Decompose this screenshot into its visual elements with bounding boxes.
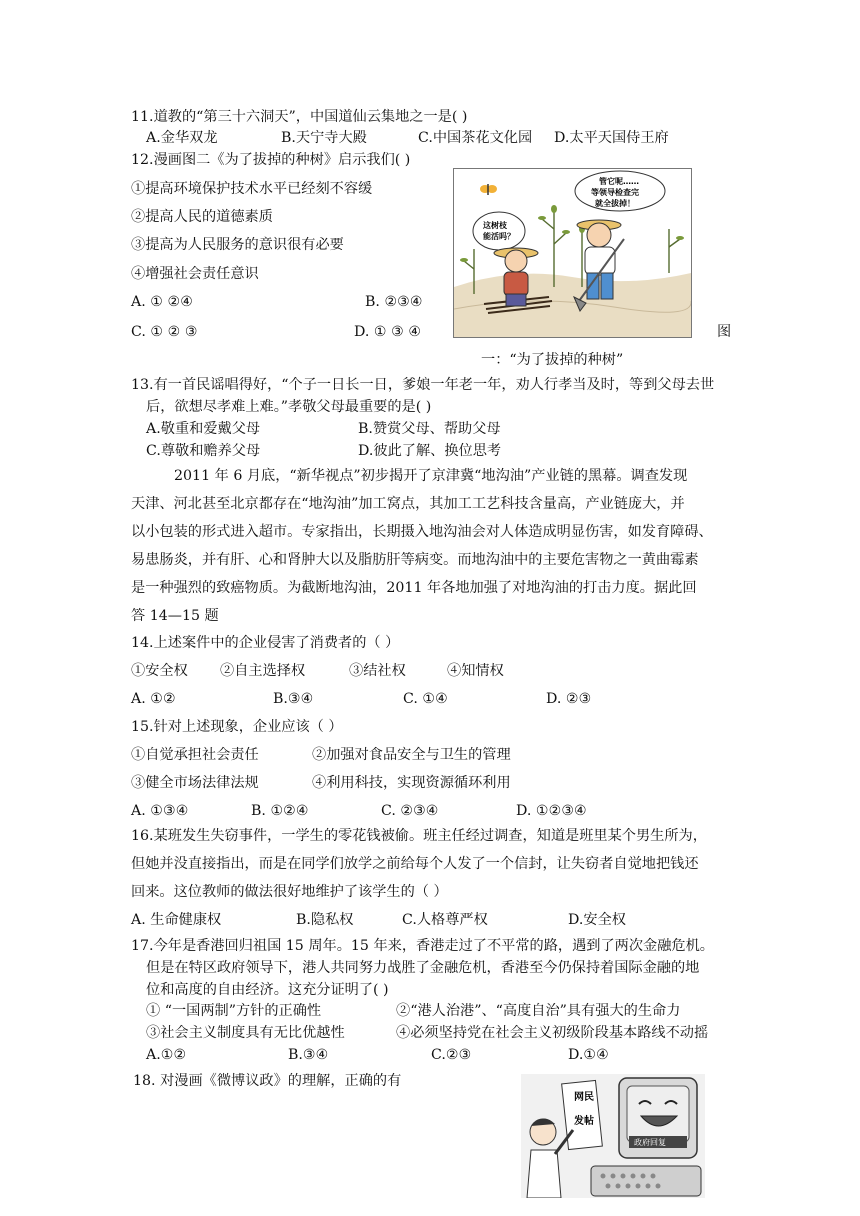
option-b: B.③④ xyxy=(273,691,314,707)
q17-line-1: 17.今年是香港回归祖国 15 周年。15 年来，香港走过了不平常的路，遇到了两次金融危机。 xyxy=(131,938,714,954)
option-b: B.③④ xyxy=(288,1047,329,1063)
svg-text:发帖: 发帖 xyxy=(574,1116,594,1127)
q18-stem: 18. 对漫画《微博议政》的理解，正确的有 xyxy=(133,1073,402,1089)
option-c: C. ① ② ③ xyxy=(131,324,198,340)
svg-text:等领导检查完: 等领导检查完 xyxy=(591,188,639,197)
q17-line-2: 但是在特区政府领导下，港人共同努力战胜了金融危机，香港至今仍保持着国际金融的地 xyxy=(146,960,700,976)
item-4: ④利用科技，实现资源循环利用 xyxy=(312,775,511,791)
option-d: D. ①②③④ xyxy=(516,803,587,819)
svg-text:就全拔掉！: 就全拔掉！ xyxy=(595,199,635,208)
option-a: A.①② xyxy=(146,1047,187,1063)
q12-item-1: ①提高环境保护技术水平已经刻不容缓 xyxy=(131,181,373,197)
item-1: ①自觉承担社会责任 xyxy=(131,747,259,763)
figure-caption-start: 图 xyxy=(717,324,732,340)
item-2: ②“港人治港”、“高度自治”具有强大的生命力 xyxy=(396,1003,681,1019)
option-d: D.太平天国侍王府 xyxy=(554,130,669,146)
q16-line-3: 回来。这位教师的做法很好地维护了该学生的（ ） xyxy=(131,884,448,900)
item-3: ③社会主义制度具有无比优越性 xyxy=(146,1025,345,1041)
q16-line-1: 16.某班发生失窃事件，一学生的零花钱被偷。班主任经过调查，知道是班里某个男生所为， xyxy=(131,828,707,844)
option-d: D. ① ③ ④ xyxy=(354,324,422,340)
option-c: C. ②③④ xyxy=(381,803,439,819)
option-d: D. ②③ xyxy=(546,691,592,707)
item-1: ①安全权 xyxy=(131,663,188,679)
item-2: ②自主选择权 xyxy=(220,663,306,679)
q14-stem: 14.上述案件中的企业侵害了消费者的（ ） xyxy=(131,635,400,651)
option-b: B.天宁寺大殿 xyxy=(281,130,367,146)
q12-item-3: ③提高为人民服务的意识很有必要 xyxy=(131,237,344,253)
passage-line-3: 以小包装的形式进入超市。专家指出，长期摄入地沟油会对人体造成明显伤害，如发育障碍、 xyxy=(131,524,713,540)
q13-stem-line-1: 13.有一首民谣唱得好，“个子一日长一日，爹娘一年老一年，劝人行孝当及时，等到父母去世 xyxy=(131,377,715,393)
figure-caption: 一：“为了拔掉的种树” xyxy=(481,352,624,368)
passage-line-2: 天津、河北甚至北京都存在“地沟油”加工窝点，其加工工艺科技含量高，产业链庞大，并 xyxy=(131,496,685,512)
item-4: ④必须坚持党在社会主义初级阶段基本路线不动摇 xyxy=(396,1025,709,1041)
option-c: C.尊敬和赡养父母 xyxy=(146,443,261,459)
option-c: C.人格尊严权 xyxy=(402,912,488,928)
q15-stem: 15.针对上述现象，企业应该（ ） xyxy=(131,719,343,735)
option-a: A. 生命健康权 xyxy=(131,912,222,928)
option-c: C.②③ xyxy=(431,1047,472,1063)
item-1: ① “一国两制”方针的正确性 xyxy=(146,1003,322,1019)
q13-stem-line-2: 后，欲想尽孝难上难。”孝敬父母最重要的是( ) xyxy=(146,399,432,415)
option-c: C. ①④ xyxy=(403,691,448,707)
q12-item-4: ④增强社会责任意识 xyxy=(131,266,259,282)
cartoon-weibo-politics-image xyxy=(521,1074,705,1198)
passage-line-1: 2011 年 6 月底，“新华视点”初步揭开了京津冀“地沟油”产业链的黑幕。调查发现 xyxy=(174,468,688,484)
item-3: ③健全市场法律法规 xyxy=(131,775,259,791)
option-a: A. ①③④ xyxy=(131,803,189,819)
item-3: ③结社权 xyxy=(349,663,406,679)
q12-item-2: ②提高人民的道德素质 xyxy=(131,209,273,225)
option-a: A. ①② xyxy=(131,691,176,707)
option-b: B.赞赏父母、帮助父母 xyxy=(358,421,501,437)
q12-stem: 12.漫画图二《为了拔掉的种树》启示我们( ) xyxy=(131,152,411,168)
passage-line-5: 是一种强烈的致癌物质。为截断地沟油，2011 年各地加强了对地沟油的打击力度。据此回 xyxy=(131,580,697,596)
option-a: A. ① ②④ xyxy=(131,294,193,310)
option-d: D.彼此了解、换位思考 xyxy=(358,443,502,459)
option-b: B.隐私权 xyxy=(296,912,354,928)
cartoon-planting-trees-image xyxy=(453,168,692,338)
item-2: ②加强对食品安全与卫生的管理 xyxy=(312,747,511,763)
option-d: D.安全权 xyxy=(568,912,626,928)
svg-text:网民: 网民 xyxy=(574,1092,594,1103)
option-a: A.金华双龙 xyxy=(146,130,218,146)
q17-line-3: 位和高度的自由经济。这充分证明了( ) xyxy=(146,982,389,998)
q11-stem: 11.道教的“第三十六洞天”，中国道仙云集地之一是( ) xyxy=(131,109,468,125)
option-d: D.①④ xyxy=(568,1047,609,1063)
passage-line-6: 答 14—15 题 xyxy=(131,608,219,624)
option-c: C.中国茶花文化园 xyxy=(418,130,533,146)
passage-line-4: 易患肠炎，并有肝、心和肾肿大以及脂肪肝等病变。而地沟油中的主要危害物之一黄曲霉素 xyxy=(131,552,699,568)
option-a: A.敬重和爱戴父母 xyxy=(146,421,261,437)
svg-text:能活吗？: 能活吗？ xyxy=(483,232,515,241)
svg-text:这树枝: 这树枝 xyxy=(483,221,507,230)
svg-text:政府回复: 政府回复 xyxy=(634,1138,666,1147)
q16-line-2: 但她并没直接指出，而是在同学们放学之前给每个人发了一个信封，让失窃者自觉地把钱还 xyxy=(131,856,699,872)
svg-text:管它呢……: 管它呢…… xyxy=(599,177,639,186)
option-b: B. ②③④ xyxy=(365,294,423,310)
option-b: B. ①②④ xyxy=(251,803,309,819)
item-4: ④知情权 xyxy=(447,663,504,679)
